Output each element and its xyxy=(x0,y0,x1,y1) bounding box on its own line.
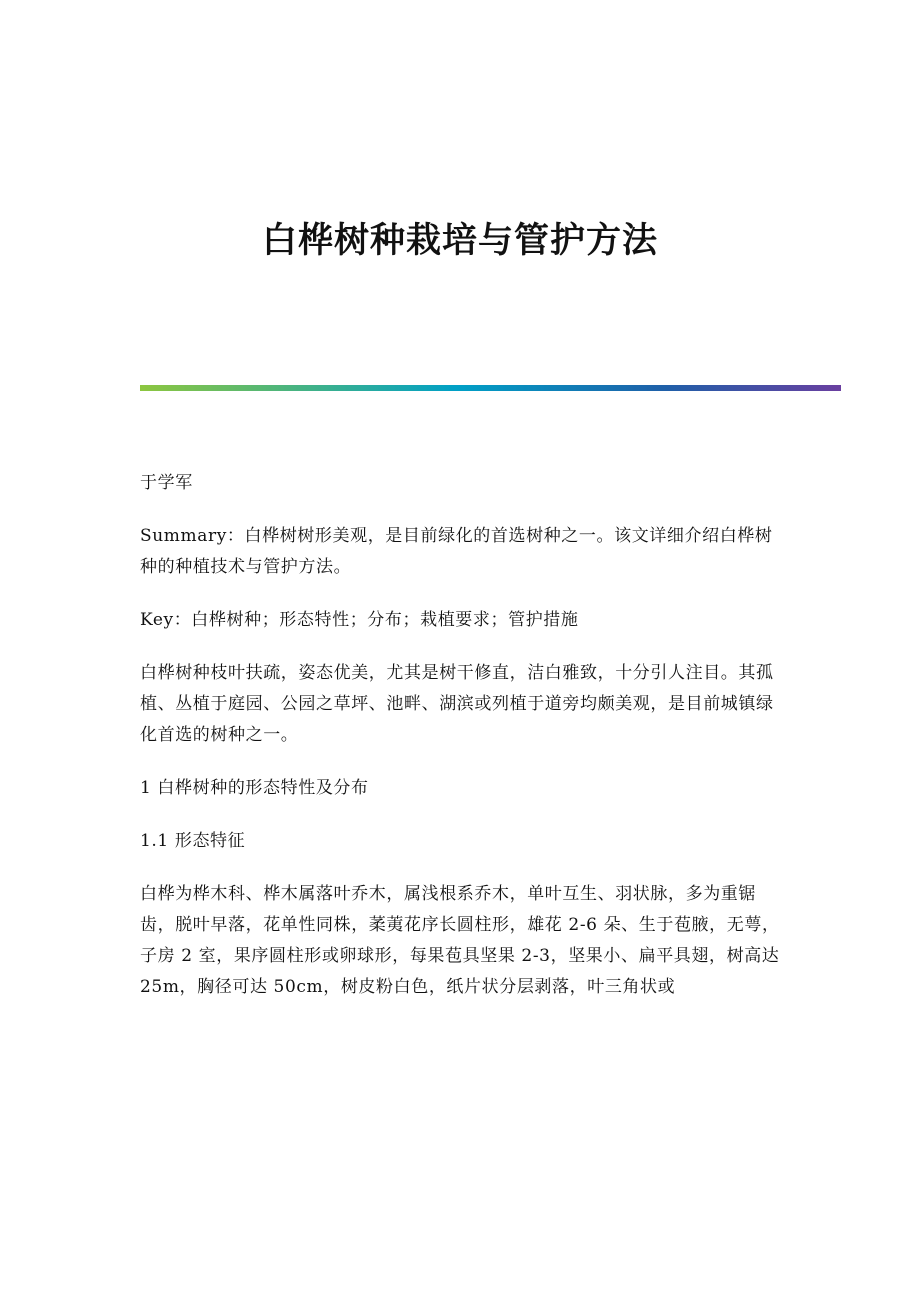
title-divider xyxy=(140,385,841,391)
section-heading-1: 1 白桦树种的形态特性及分布 xyxy=(140,778,369,798)
intro-paragraph: 白桦树种枝叶扶疏，姿态优美，尤其是树干修直，洁白雅致，十分引人注目。其孤植、丛植于庭园、公园之草坪、池畔、湖滨或列植于道旁均颇美观，是目前城镇绿化首选的树种之一。 xyxy=(140,663,774,745)
keywords-line: Key：白桦树种；形态特性；分布；栽植要求；管护措施 xyxy=(140,610,579,630)
document-title: 白桦树种栽培与管护方法 xyxy=(261,221,658,261)
section-heading-1-1: 1.1 形态特征 xyxy=(140,831,246,851)
section-1-1-paragraph: 白桦为桦木科、桦木属落叶乔木，属浅根系乔木，单叶互生、羽状脉，多为重锯齿，脱叶早落，花单性同株，葇荑花序长圆柱形，雄花 2-6 朵、生于苞腋，无萼，子房 2 室，果序圆柱形或卵球形，每果苞具坚果 2-3，坚果小、扁平具翅，树高达 25m，胸径可达 50cm，树皮粉白色，纸片状分层剥落，叶三角状或 xyxy=(140,884,780,997)
summary-paragraph: Summary：白桦树树形美观，是目前绿化的首选树种之一。该文详细介绍白桦树种的种植技术与管护方法。 xyxy=(140,526,773,577)
author-line: 于学军 xyxy=(140,473,193,493)
document-body xyxy=(140,468,780,1025)
